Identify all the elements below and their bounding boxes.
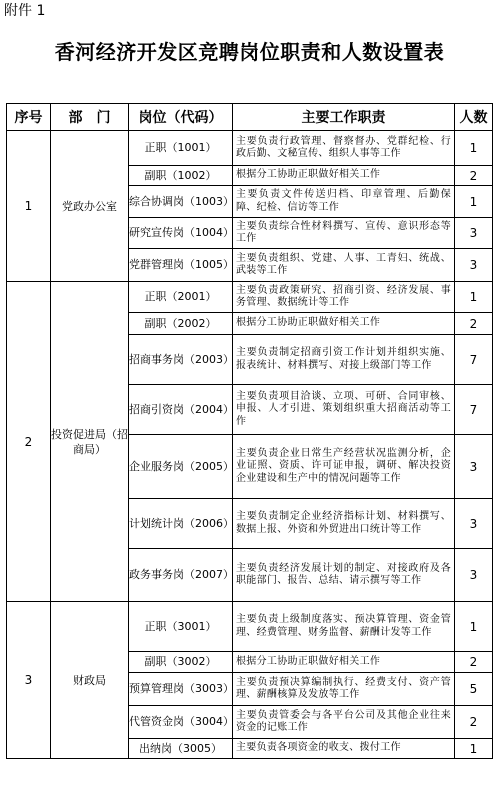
header-duties: 主要工作职责 bbox=[233, 104, 455, 131]
duty-cell: 主要负责文件传送归档、印章管理、后勤保障、纪检、信访等工作 bbox=[233, 186, 455, 218]
position-cell: 正职（2001） bbox=[129, 282, 233, 313]
duty-cell: 根据分工协助正职做好相关工作 bbox=[233, 166, 455, 186]
position-cell: 招商引资岗（2004） bbox=[129, 385, 233, 435]
table-header-row bbox=[7, 104, 493, 131]
position-cell: 副职（2002） bbox=[129, 313, 233, 335]
headcount-cell: 2 bbox=[455, 313, 493, 335]
position-cell: 副职（3002） bbox=[129, 652, 233, 673]
duty-cell: 主要负责企业日常生产经营状况监测分析，企业证照、资质、许可证申报，调研、解决投资企业建设和生产中的情况问题等工作 bbox=[233, 435, 455, 499]
headcount-cell: 2 bbox=[455, 166, 493, 186]
department-name: 财政局 bbox=[51, 602, 129, 759]
duty-cell: 主要负责经济发展计划的制定、对接政府及各职能部门、报告、总结、请示撰写等工作 bbox=[233, 549, 455, 602]
position-cell: 副职（1002） bbox=[129, 166, 233, 186]
position-cell: 党群管理岗（1005） bbox=[129, 249, 233, 282]
headcount-cell: 3 bbox=[455, 499, 493, 549]
table-row bbox=[7, 602, 493, 652]
position-cell: 研究宣传岗（1004） bbox=[129, 218, 233, 249]
headcount-cell: 1 bbox=[455, 131, 493, 166]
headcount-cell: 7 bbox=[455, 335, 493, 385]
headcount-cell: 1 bbox=[455, 739, 493, 759]
duty-cell: 主要负责制定企业经济指标计划、材料撰写、数据上报、外资和外贸进出口统计等工作 bbox=[233, 499, 455, 549]
duty-cell: 主要负责政策研究、招商引资、经济发展、事务管理、数据统计等工作 bbox=[233, 282, 455, 313]
position-cell: 代管资金岗（3004） bbox=[129, 706, 233, 739]
department-seq: 2 bbox=[7, 282, 51, 602]
position-cell: 企业服务岗（2005） bbox=[129, 435, 233, 499]
duty-cell: 主要负责项目洽谈、立项、可研、合同审核、申报、人才引进、策划组织重大招商活动等工作 bbox=[233, 385, 455, 435]
position-cell: 正职（3001） bbox=[129, 602, 233, 652]
position-cell: 综合协调岗（1003） bbox=[129, 186, 233, 218]
duty-cell: 根据分工协助正职做好相关工作 bbox=[233, 313, 455, 335]
table-row bbox=[7, 131, 493, 166]
headcount-cell: 2 bbox=[455, 706, 493, 739]
header-count: 人数 bbox=[455, 104, 493, 131]
headcount-cell: 1 bbox=[455, 186, 493, 218]
attachment-label: 附件 1 bbox=[4, 3, 46, 19]
headcount-cell: 1 bbox=[455, 602, 493, 652]
position-cell: 计划统计岗（2006） bbox=[129, 499, 233, 549]
department-seq: 3 bbox=[7, 602, 51, 759]
header-position: 岗位（代码） bbox=[129, 104, 233, 131]
header-seq: 序号 bbox=[7, 104, 51, 131]
department-name: 党政办公室 bbox=[51, 131, 129, 282]
headcount-cell: 1 bbox=[455, 282, 493, 313]
department-seq: 1 bbox=[7, 131, 51, 282]
page-title: 香河经济开发区竞聘岗位职责和人数设置表 bbox=[54, 40, 445, 64]
headcount-cell: 2 bbox=[455, 652, 493, 673]
headcount-cell: 3 bbox=[455, 218, 493, 249]
duty-cell: 主要负责制定招商引资工作计划并组织实施、报表统计、材料撰写、对接上级部门等工作 bbox=[233, 335, 455, 385]
header-department: 部 门 bbox=[51, 104, 129, 131]
headcount-cell: 7 bbox=[455, 385, 493, 435]
duty-cell: 主要负责行政管理、督察督办、党群纪检、行政后勤、文秘宣传、组织人事等工作 bbox=[233, 131, 455, 166]
position-cell: 预算管理岗（3003） bbox=[129, 673, 233, 706]
duty-cell: 主要负责组织、党建、人事、工青妇、统战、武装等工作 bbox=[233, 249, 455, 282]
headcount-cell: 3 bbox=[455, 435, 493, 499]
duty-cell: 主要负责综合性材料撰写、宣传、意识形态等工作 bbox=[233, 218, 455, 249]
positions-table bbox=[6, 103, 493, 759]
duty-cell: 主要负责上级制度落实、预决算管理、资金管理、经费管理、财务监督、薪酬计发等工作 bbox=[233, 602, 455, 652]
headcount-cell: 3 bbox=[455, 549, 493, 602]
position-cell: 出纳岗（3005） bbox=[129, 739, 233, 759]
department-name: 投资促进局（招商局） bbox=[51, 282, 129, 602]
position-cell: 政务事务岗（2007） bbox=[129, 549, 233, 602]
duty-cell: 主要负责预决算编制执行、经费支付、资产管理、薪酬核算及发放等工作 bbox=[233, 673, 455, 706]
duty-cell: 根据分工协助正职做好相关工作 bbox=[233, 652, 455, 673]
duty-cell: 主要负责管委会与各平台公司及其他企业往来资金的记账工作 bbox=[233, 706, 455, 739]
position-cell: 招商事务岗（2003） bbox=[129, 335, 233, 385]
headcount-cell: 5 bbox=[455, 673, 493, 706]
position-cell: 正职（1001） bbox=[129, 131, 233, 166]
table-row bbox=[7, 282, 493, 313]
headcount-cell: 3 bbox=[455, 249, 493, 282]
duty-cell: 主要负责各项资金的收支、拨付工作 bbox=[233, 739, 455, 759]
